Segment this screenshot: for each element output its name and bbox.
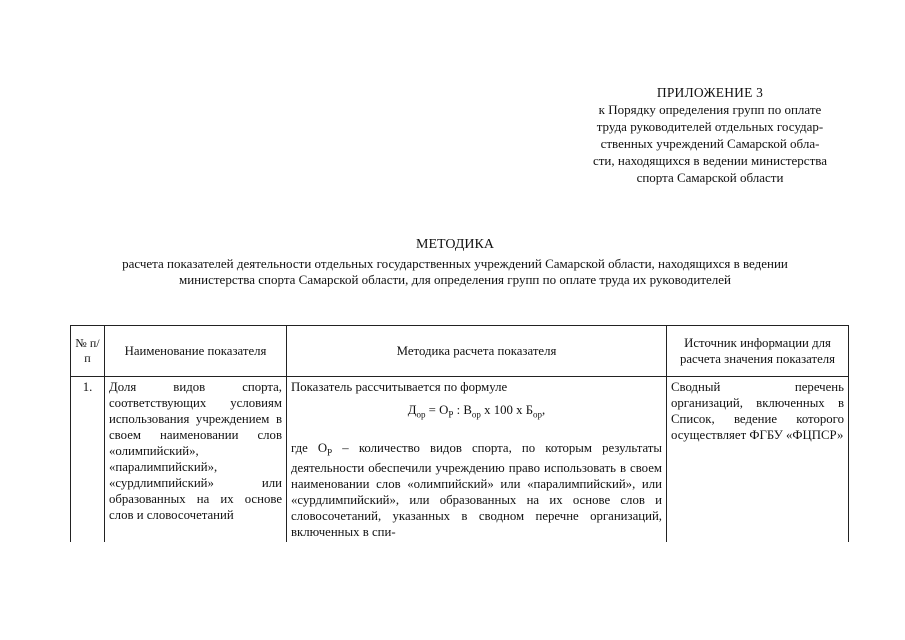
cell-num: 1.: [71, 377, 105, 543]
appendix-line: ственных учреждений Самарской обла-: [600, 136, 820, 151]
method-subtitle: [40, 256, 870, 288]
indicator-table: [70, 325, 849, 542]
appendix-heading: ПРИЛОЖЕНИЕ 3: [656, 85, 764, 100]
method-subtitle-line: министерства спорта Самарской области, для определения групп по оплате труда их руководителей: [179, 272, 731, 287]
formula-explanation: где $О_Р$ – количество видов спорта, по которым результаты деятельности обеспечили учреждению право использовать в своем наименовании слов «олимпийский» или «паралимпийский», или «сурдлимпийский», или образованных на их основе слов и словосочетаний, указанных в сводном перечне организаций, включенных в спи-: [291, 440, 662, 540]
appendix-line: труда руководителей отдельных государ-: [596, 119, 824, 134]
header-name: Наименование показателя: [105, 326, 287, 377]
header-method: Методика расчета показателя: [287, 326, 667, 377]
formula: $Д_{ор} = О_Р$ : $В_{ор}$ х 100 х $Б_{ор}$,: [407, 403, 546, 420]
cell-method: [287, 377, 667, 543]
method-title: МЕТОДИКА: [416, 237, 494, 252]
header-source: Источник информации для расчета значения показателя: [667, 326, 849, 377]
appendix-line: сти, находящихся в ведении министерства: [592, 153, 827, 168]
header-num: № п/п: [71, 326, 105, 377]
method-subtitle-line: расчета показателей деятельности отдельных государственных учреждений Самарской области, находящихся в ведении: [122, 256, 788, 271]
appendix-line: к Порядку определения групп по оплате: [598, 102, 822, 117]
table-header-row: [71, 326, 849, 377]
appendix-line: спорта Самарской области: [636, 170, 784, 185]
cell-source: Сводный перечень организаций, включенных в Список, ведение которого осуществляет ФГБУ «ФЦПСР»: [667, 377, 849, 543]
table-row: [71, 377, 849, 543]
formula-intro: Показатель рассчитывается по формуле: [291, 380, 508, 394]
appendix-block: [560, 84, 860, 186]
cell-name: Доля видов спорта, соответствующих условиям использования учреждением в своем наименовании слов «олимпийский», «паралимпийский», «сурдлимпийский» или образованных на их основе слов и словосочетаний: [105, 377, 287, 543]
